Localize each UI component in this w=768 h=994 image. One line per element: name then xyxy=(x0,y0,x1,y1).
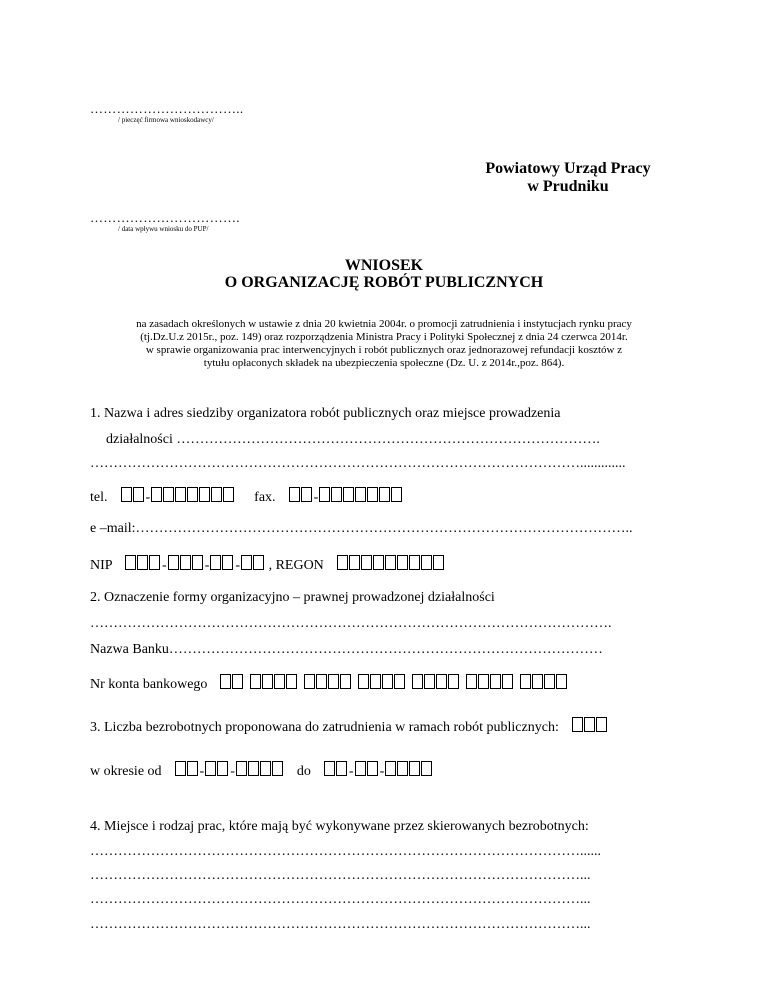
digit-box[interactable] xyxy=(180,555,191,570)
digit-box[interactable] xyxy=(385,761,396,776)
digit-box[interactable] xyxy=(248,761,259,776)
digit-box-group[interactable] xyxy=(385,761,433,776)
digit-box-group[interactable] xyxy=(289,487,313,502)
digit-box[interactable] xyxy=(337,555,348,570)
digit-box[interactable] xyxy=(385,555,396,570)
digit-box[interactable] xyxy=(556,674,567,689)
digit-box-group[interactable] xyxy=(220,674,244,689)
address-field[interactable]: ……………………………………………………………………………………………............. xyxy=(90,456,626,471)
digit-box[interactable] xyxy=(382,674,393,689)
digit-box-group[interactable] xyxy=(520,674,568,689)
digit-box[interactable] xyxy=(168,555,179,570)
box-separator: - xyxy=(145,490,151,505)
box-separator: - xyxy=(348,764,354,779)
digit-box[interactable] xyxy=(241,555,252,570)
digit-box-group[interactable] xyxy=(241,555,265,570)
digit-box[interactable] xyxy=(121,487,132,502)
digit-box[interactable] xyxy=(137,555,148,570)
nip-boxes[interactable] xyxy=(125,558,265,573)
period-from-label: w okresie od xyxy=(90,764,162,779)
digit-box[interactable] xyxy=(412,674,423,689)
digit-box[interactable] xyxy=(232,674,243,689)
digit-box[interactable] xyxy=(409,761,420,776)
digit-box-group[interactable] xyxy=(466,674,514,689)
work-description-line-1[interactable]: ……………………………………………………………………………………………...... xyxy=(90,844,601,859)
digit-box-group[interactable] xyxy=(205,761,229,776)
digit-box[interactable] xyxy=(596,717,607,732)
digit-box[interactable] xyxy=(490,674,501,689)
digit-box[interactable] xyxy=(286,674,297,689)
digit-box[interactable] xyxy=(220,674,231,689)
digit-box[interactable] xyxy=(355,487,366,502)
digit-box-group[interactable] xyxy=(355,761,379,776)
digit-box-group[interactable] xyxy=(175,761,199,776)
digit-box[interactable] xyxy=(324,761,335,776)
regon-boxes[interactable] xyxy=(337,558,445,573)
office-line-2: w Prudniku xyxy=(527,178,609,195)
legal-basis-line-1: na zasadach określonych w ustawie z dnia 20 kwietnia 2004r. o promocji zatrudnienia i instytucjach rynku pracy xyxy=(136,318,632,330)
box-separator: - xyxy=(235,558,241,573)
digit-box[interactable] xyxy=(391,487,402,502)
box-separator: - xyxy=(313,490,319,505)
digit-box[interactable] xyxy=(133,487,144,502)
digit-box-group[interactable] xyxy=(358,674,406,689)
digit-box[interactable] xyxy=(421,761,432,776)
period-row xyxy=(90,761,433,780)
digit-box[interactable] xyxy=(319,487,330,502)
digit-box[interactable] xyxy=(211,487,222,502)
digit-box[interactable] xyxy=(328,674,339,689)
digit-box[interactable] xyxy=(151,487,162,502)
digit-box[interactable] xyxy=(149,555,160,570)
digit-box[interactable] xyxy=(397,555,408,570)
digit-box[interactable] xyxy=(355,761,366,776)
form-title-line-2: O ORGANIZACJĘ ROBÓT PUBLICZNYCH xyxy=(224,274,544,291)
digit-box[interactable] xyxy=(304,674,315,689)
fax-label: fax. xyxy=(254,490,276,505)
digit-box[interactable] xyxy=(289,487,300,502)
digit-box[interactable] xyxy=(222,555,233,570)
digit-box[interactable] xyxy=(175,487,186,502)
digit-box[interactable] xyxy=(331,487,342,502)
digit-box[interactable] xyxy=(301,487,312,502)
digit-box[interactable] xyxy=(478,674,489,689)
digit-box[interactable] xyxy=(373,555,384,570)
digit-box[interactable] xyxy=(187,761,198,776)
date-dotted-line[interactable]: ……………………………. xyxy=(90,210,240,225)
digit-box[interactable] xyxy=(336,761,347,776)
digit-box[interactable] xyxy=(370,674,381,689)
digit-box[interactable] xyxy=(192,555,203,570)
digit-box[interactable] xyxy=(397,761,408,776)
box-separator: - xyxy=(230,764,235,779)
phone-row xyxy=(90,487,403,506)
digit-box[interactable] xyxy=(262,674,273,689)
digit-box[interactable] xyxy=(199,487,210,502)
tel-boxes[interactable] xyxy=(121,490,236,505)
legal-basis-line-2: (tj.Dz.U.z 2015r., poz. 149) oraz rozporządzenia Ministra Pracy i Polityki Społecznej z dnia 24 czerwca 2014r. xyxy=(140,331,628,343)
digit-box[interactable] xyxy=(520,674,531,689)
office-line-1: Powiatowy Urząd Pracy xyxy=(485,160,651,177)
form-title-line-1: WNIOSEK xyxy=(344,257,424,274)
digit-box[interactable] xyxy=(343,487,354,502)
work-description-line-2[interactable]: ……………………………………………………………………………………………... xyxy=(90,868,591,883)
date-from-boxes[interactable] xyxy=(175,764,284,779)
digit-box[interactable] xyxy=(316,674,327,689)
digit-box[interactable] xyxy=(394,674,405,689)
regon-label: , REGON xyxy=(268,558,324,573)
digit-box[interactable] xyxy=(466,674,477,689)
account-label: Nr konta bankowego xyxy=(90,677,208,692)
digit-box[interactable] xyxy=(436,674,447,689)
box-separator: - xyxy=(379,764,385,779)
digit-box[interactable] xyxy=(409,555,420,570)
fax-boxes[interactable] xyxy=(289,490,404,505)
section-3-row xyxy=(90,717,608,736)
digit-box-group[interactable] xyxy=(125,555,161,570)
section-1-heading: 1. Nazwa i adres siedziby organizatora robót publicznych oraz miejsce prowadzenia xyxy=(90,406,561,421)
period-to-label: do xyxy=(296,764,311,779)
box-separator: - xyxy=(199,764,205,779)
digit-box[interactable] xyxy=(502,674,513,689)
digit-box-group[interactable] xyxy=(319,487,403,502)
digit-box-group[interactable] xyxy=(121,487,145,502)
digit-box[interactable] xyxy=(433,555,444,570)
digit-box[interactable] xyxy=(223,487,234,502)
unemployed-count-boxes[interactable] xyxy=(572,720,608,735)
digit-box[interactable] xyxy=(217,761,228,776)
digit-box-group[interactable] xyxy=(151,487,235,502)
digit-box-group[interactable] xyxy=(304,674,352,689)
work-description-line-4[interactable]: ……………………………………………………………………………………………... xyxy=(90,917,591,932)
digit-box[interactable] xyxy=(584,717,595,732)
digit-box[interactable] xyxy=(572,717,583,732)
digit-box[interactable] xyxy=(236,761,247,776)
bank-account-row xyxy=(90,674,568,693)
box-separator: - xyxy=(204,558,210,573)
digit-box[interactable] xyxy=(532,674,543,689)
legal-basis-line-3: w sprawie organizowania prac interwencyjnych i robót publicznych oraz jednorazowej refundacji kosztów z xyxy=(145,344,623,356)
digit-box-group[interactable] xyxy=(250,674,298,689)
digit-box[interactable] xyxy=(421,555,432,570)
digit-box-group[interactable] xyxy=(236,761,284,776)
section-2-heading: 2. Oznaczenie formy organizacyjno – prawnej prowadzonej działalności xyxy=(90,590,495,605)
legal-basis-line-4: tytułu opłaconych składek na ubezpieczenia społeczne (Dz. U. z 2014r.,poz. 864). xyxy=(203,357,565,369)
digit-box-group[interactable] xyxy=(324,761,348,776)
bank-name-field[interactable]: Nazwa Banku………………………………………………………………………………… xyxy=(90,642,603,657)
email-field[interactable]: e –mail:…………………………………………………………………………………………….. xyxy=(90,521,633,536)
digit-box-group[interactable] xyxy=(210,555,234,570)
digit-box[interactable] xyxy=(253,555,264,570)
digit-box-group[interactable] xyxy=(572,717,608,732)
box-separator: - xyxy=(162,558,167,573)
digit-box[interactable] xyxy=(163,487,174,502)
section-4-heading: 4. Miejsce i rodzaj prac, które mają być wykonywane przez skierowanych bezrobotnych: xyxy=(90,819,589,834)
stamp-dotted-line[interactable]: …………………………….. xyxy=(90,101,244,116)
digit-box[interactable] xyxy=(340,674,351,689)
digit-box[interactable] xyxy=(358,674,369,689)
digit-box[interactable] xyxy=(424,674,435,689)
digit-box[interactable] xyxy=(210,555,221,570)
date-to-boxes[interactable] xyxy=(324,764,433,779)
digit-box-group[interactable] xyxy=(337,555,445,570)
digit-box[interactable] xyxy=(448,674,459,689)
digit-box[interactable] xyxy=(187,487,198,502)
digit-box[interactable] xyxy=(367,487,378,502)
digit-box[interactable] xyxy=(274,674,285,689)
date-caption: / data wpływu wniosku do PUP/ xyxy=(118,225,209,233)
digit-box-group[interactable] xyxy=(412,674,460,689)
digit-box[interactable] xyxy=(250,674,261,689)
digit-box[interactable] xyxy=(379,487,390,502)
tel-label: tel. xyxy=(90,490,108,505)
digit-box[interactable] xyxy=(125,555,136,570)
digit-box[interactable] xyxy=(272,761,283,776)
digit-box-group[interactable] xyxy=(168,555,204,570)
digit-box[interactable] xyxy=(367,761,378,776)
office-name xyxy=(460,160,676,196)
digit-box[interactable] xyxy=(544,674,555,689)
digit-box[interactable] xyxy=(260,761,271,776)
digit-box[interactable] xyxy=(175,761,186,776)
stamp-caption: / pieczęć firmowa wnioskodawcy/ xyxy=(118,116,214,124)
section-3-heading: 3. Liczba bezrobotnych proponowana do zatrudnienia w ramach robót publicznych: xyxy=(90,720,559,735)
work-description-line-3[interactable]: ……………………………………………………………………………………………... xyxy=(90,892,591,907)
digit-box[interactable] xyxy=(205,761,216,776)
digit-box[interactable] xyxy=(349,555,360,570)
nip-regon-row xyxy=(90,555,445,574)
account-boxes[interactable] xyxy=(220,677,568,692)
digit-box[interactable] xyxy=(361,555,372,570)
nip-label: NIP xyxy=(90,558,113,573)
activity-field[interactable]: działalności ………………………………………………………………………………. xyxy=(106,432,600,447)
legal-form-field[interactable]: …………………………………………………………………………………………………. xyxy=(90,616,612,631)
